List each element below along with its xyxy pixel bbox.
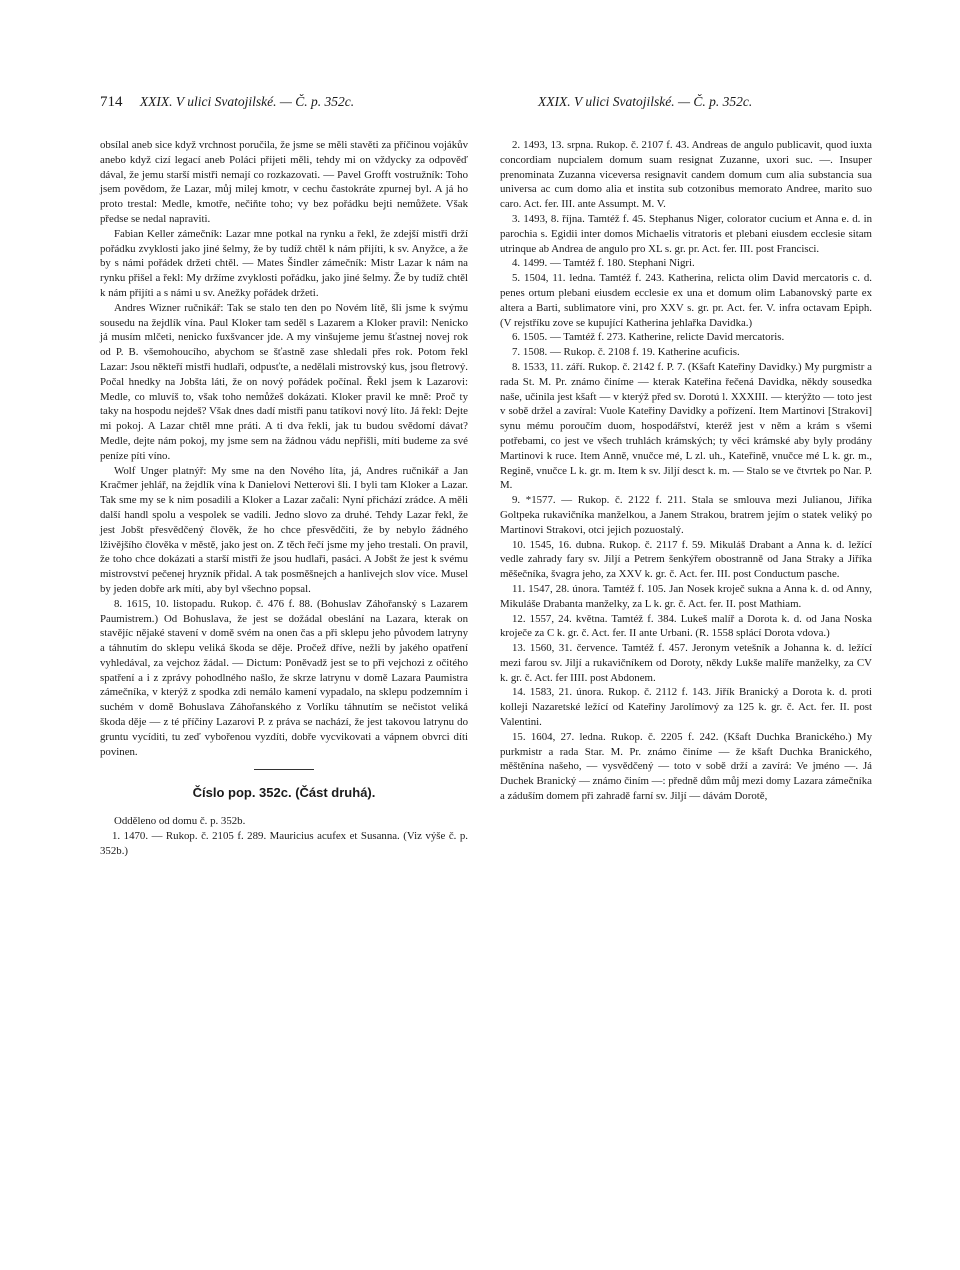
page-header-right xyxy=(538,94,752,116)
paragraph: Wolf Unger platnýř: My sme na den Nového líta, já, Andres ručnikář a Jan Kračmer jehlář, na žejdlík vína k Danielovi Netterovi šli. I byli tam Kloker a Lazar. Tak sme my se k nim posadili a Kloker a Lazar začali: Nyní přichází zrádce. A měli další handl spolu a vespolek se vadili. Jedno slovo za druhé. Tehdy Lazar řekl, že jest Jobšt přesvědčený člověk, že ho chce přesvědčiti, že by nebylo žádného lživějšího člověka v městě, jako jest on. Z těch řečí jsme my jeho trestali. On pravil, že toho chce dokázati a starší mistři že jsou hudlaři, pasáci. A Jobšt že jest k svému mistrovství pečenej hryzník přidal. A tak posměšnejch a hanlivejch slov více. Musel by jeden dobře ark míti, aby byl všechno popsal. xyxy=(100,464,468,595)
entry-paragraph: 8. 1533, 11. září. Rukop. č. 2142 f. P. 7. (Kšaft Kateřiny Davidky.) My purgmistr a rada St. M. Pr. známo činíme — kterak Kateřina řečená Davidka, někdy sousedka naše, učinila jest kšaft — v kterýž před sv. Dorotú l. XXXIII. — kterýžto — toto jest v sobě držel a zavíral: Vuole Kateřiny Davidky a pořízení. Item Martinovi [Strakovi] synu mému poroučím duom, hospodářství, kteréž jest v něm a krám s všemi potřebami, co jest ve všech truhlách krámských; ty věci krámské aby byly prodány Martinovi k ruce. Item Anně, vnučce mé, L zl. uh., Kateřině, vnučce mé L k. gr. m., Regině, vnučce L k. gr. m. Item k sv. Jiljí desct k. m. — Stalo se ve čtvrtek po Nar. P. M. xyxy=(500,360,872,492)
right-column xyxy=(500,138,872,804)
entry-paragraph: 5. 1504, 11. ledna. Tamtéž f. 243. Katherina, relicta olim David mercatoris c. d. penes ortum plebani eiusdem ecclesie ex una et domum olim Labanovský parte ex altera a Barti, sublimatore vini, pro XXV s. gr. pr. Act. fer. V. infra octavam Epiph. (V rejstříku zove se kupující Katherina jehlařka Davidka.) xyxy=(500,272,872,329)
running-title-left: XXIX. V ulici Svatojilské. — Č. p. 352c. xyxy=(139,94,355,109)
entry-paragraph: 4. 1499. — Tamtéž f. 180. Stephani Nigri. xyxy=(512,257,695,270)
entry-paragraph: 2. 1493, 13. srpna. Rukop. č. 2107 f. 43. Andreas de angulo publicavit, quod iuxta concordiam nupcialem domum suam resignat Zuzanne, uxori suc. —. Insuper prenominata Zuzanna viceversa resignavit candem domum cum alia substancia sua universa ac cum domo alia et instita sub cotzonibus memorato Andree, marito suo caro. Act. fer. III. ante Assumpt. M. V. xyxy=(500,139,872,211)
entry-paragraph: 12. 1557, 24. května. Tamtéž f. 384. Lukeš malíř a Dorota k. d. od Jana Noska kroječe za C k. gr. č. Act. fer. II ante Urbani. (R. 1558 splácí Dorota vdova.) xyxy=(500,612,872,640)
running-title-right: XXIX. V ulici Svatojilské. — Č. p. 352c. xyxy=(538,94,753,109)
paragraph: Odděleno od domu č. p. 352b. xyxy=(114,815,246,828)
page-number: 714 xyxy=(100,94,123,110)
entry-paragraph: 14. 1583, 21. února. Rukop. č. 2112 f. 143. Jiřík Branický a Dorota k. d. proti kolleji Nazaretské ležící od Kateřiny Jarolímový za 125 k. gr. č. Act. fer. II. post Valentini. xyxy=(500,686,872,729)
entry-paragraph: 10. 1545, 16. dubna. Rukop. č. 2117 f. 59. Mikuláš Drabant a Anna k. d. ležící vedle zahrady fary sv. Jiljí a Petrem šenkýřem obostranně od Jana Straky a Jiříka měšečníka, švagra jeho, za XXV k. gr. č. Act. fer. III. post Conductum pasche. xyxy=(500,538,872,581)
entry-paragraph: 13. 1560, 31. července. Tamtéž f. 457. Jeronym vetešník a Johanna k. d. ležící mezi farou sv. Jiljí a rukavičníkem od Doroty, někdy Lukše malíře manželky, za CV k. gr. č. Act. fer IIII. post Abdonem. xyxy=(500,642,872,684)
entry-paragraph: 15. 1604, 27. ledna. Rukop. č. 2205 f. 242. (Kšaft Duchka Branického.) My purkmistr a rada Star. M. Pr. známo činíme — že kšaft Duchka Branického, měštěnína našeho, — vysvědčený — toto v sobě drží a zavírá: Ve jméno —. Já Duchek Branický — známo činím —: předně dům můj mezi domy Lazara zámečníka a záduším domem při zahradě farní sv. Jiljí — dávám Dorotě, xyxy=(500,730,872,803)
paragraph: Andres Wizner ručnikář: Tak se stalo ten den po Novém lítě, šli jsme k svýmu sousedu na žejdlík vína. Paul Kloker tam seděl s Lazarem a Kloker pravil: Nenicko já musím mlčeti, nenicko fuxšvancer jde. A my vinšujeme jemu šťastnej novej rok od P. B. všemohoucího, abychom se šťastně zase shledali přes rok. Potom řekl Lazar: Jsou někteří mistři hudlaři, odpusťte, a nedělali mistrovský kus, jsou fletrový. Počal hnedky na Jobšta láti, že on nový pořádek počínal. Řekl jsem k Lazarovi: Medle, co mluvíš to, však toho nemůžeš dokázati. Kloker pravil ke mně: Proč ty taky na hospodu nejdeš? Však dnes dadí mistři panu tatíkovi nový líto. Já řekl: Dejte mi pokoj. A Lazar chtěl mne práti. A ti dva řekli, jak tu budou svědomí dávat? Medle, dejte nám pokoj, my jsme sem na žádnou vádu nepřišli, míti budeme za své peníze píti víno. xyxy=(100,301,468,462)
entry-paragraph: 11. 1547, 28. února. Tamtéž f. 105. Jan Nosek kroječ sukna a Anna k. d. od Anny, Mikuláše Drabanta manželky, za L k. gr. č. Act. fer. II. post Mathiam. xyxy=(500,582,872,610)
left-column xyxy=(100,138,468,859)
section-heading: Číslo pop. 352c. (Část druhá). xyxy=(192,785,376,801)
paragraph: Fabian Keller zámečník: Lazar mne potkal na rynku a řekl, že zdejší mistři drží pořádku zvyklosti jako jiné šelmy, že by tudíž chtěl k nám přijíti, k sv. Anyžce, a že by s námi pořádek držeti chtěl. — Mates Šindler zámečník: Mistr Lazar k nám na rynku přišel a řekl: My držíme zvyklosti pořádku, jako jiné šelmy. Že by tudíž chtěl k nám přijíti a s námi u sv. Anežky pořádek držeti. xyxy=(100,227,468,299)
paragraph: 8. 1615, 10. listopadu. Rukop. č. 476 f. 88. (Bohuslav Záhořanský s Lazarem Paumistrem.) Od Bohuslava, že jest se dožádal obeslání na Lazara, kterak on stavějíc nějaké stavení v domě svém na onen čas a při sklepu jeho původem latryny a táhnutím do sklepu veliká škoda se děje. Pročež dříve, nežli by jakého opatření vyhledával, za vejchoz žádal. — Dictum: Poněvadž jest se to při vejchozi z očitého spatření a i z zprávy pohodlného našlo, že skrze latrynu v domě Lazara Paumistra zámečníka, v kterýž z spodka zdi nemálo kamení vypadalo, na sklepu podzemním i suchém v domě Bohuslava Záhořanského z Vorlíku táhnutím se nečistot veliká škoda děje — z té příčiny Lazarovi P. z práva se nachází, že jest takovou latrynu do gruntu vycíditi, tu zeď vybořenou vyzdíti, dobře vycvikovati a vápnem obvrci díti povinen. xyxy=(100,597,468,758)
entry-paragraph: 9. *1577. — Rukop. č. 2122 f. 211. Stala se smlouva mezi Julianou, Jiříka Goltpeka rukavičníka manželkou, a Janem Strakou, bratrem jejím o statek veliký po Martinovi Strakovi, otci jejich pozuostalý. xyxy=(500,494,872,536)
entry-paragraph: 3. 1493, 8. října. Tamtéž f. 45. Stephanus Niger, colorator cucium et Anna e. d. in parochia s. Egidii inter domos Michaelis vitratoris et plebani eiusdem ecclesie sitam utrinque ab Andrea de angulo pro XL s. gr. pr. Act. fer. III. post Francisci. xyxy=(500,212,872,255)
entry-paragraph: 7. 1508. — Rukop. č. 2108 f. 19. Katherine acuficis. xyxy=(512,346,740,359)
paragraph: obsílal aneb sice když vrchnost poručila, že jsme se měli stavěti za příčinou vojákův anebo když cizí legací aneb Poláci přijeti měli, tehdy mi on vždycky za odpověď dával, že jemu starší mistři nemají co rozkazovati. — Pavel Grofft vostružník: Toho jsem povědom, že Lazar, můj milej kmotr, v cechu častokráte zpurnej byl. A já ho proto trestal: Medle, kmotře, nečiňte toho; vy bez pořádku bejti nemůžete. Však předse se nedal napraviti. xyxy=(100,139,468,225)
page-header-left xyxy=(100,94,354,116)
entry-paragraph: 6. 1505. — Tamtéž f. 273. Katherine, relicte David mercatoris. xyxy=(512,331,785,344)
section-divider xyxy=(254,769,314,770)
paragraph: 1. 1470. — Rukop. č. 2105 f. 289. Mauricius acufex et Susanna. (Viz výše č. p. 352b.) xyxy=(100,830,468,858)
